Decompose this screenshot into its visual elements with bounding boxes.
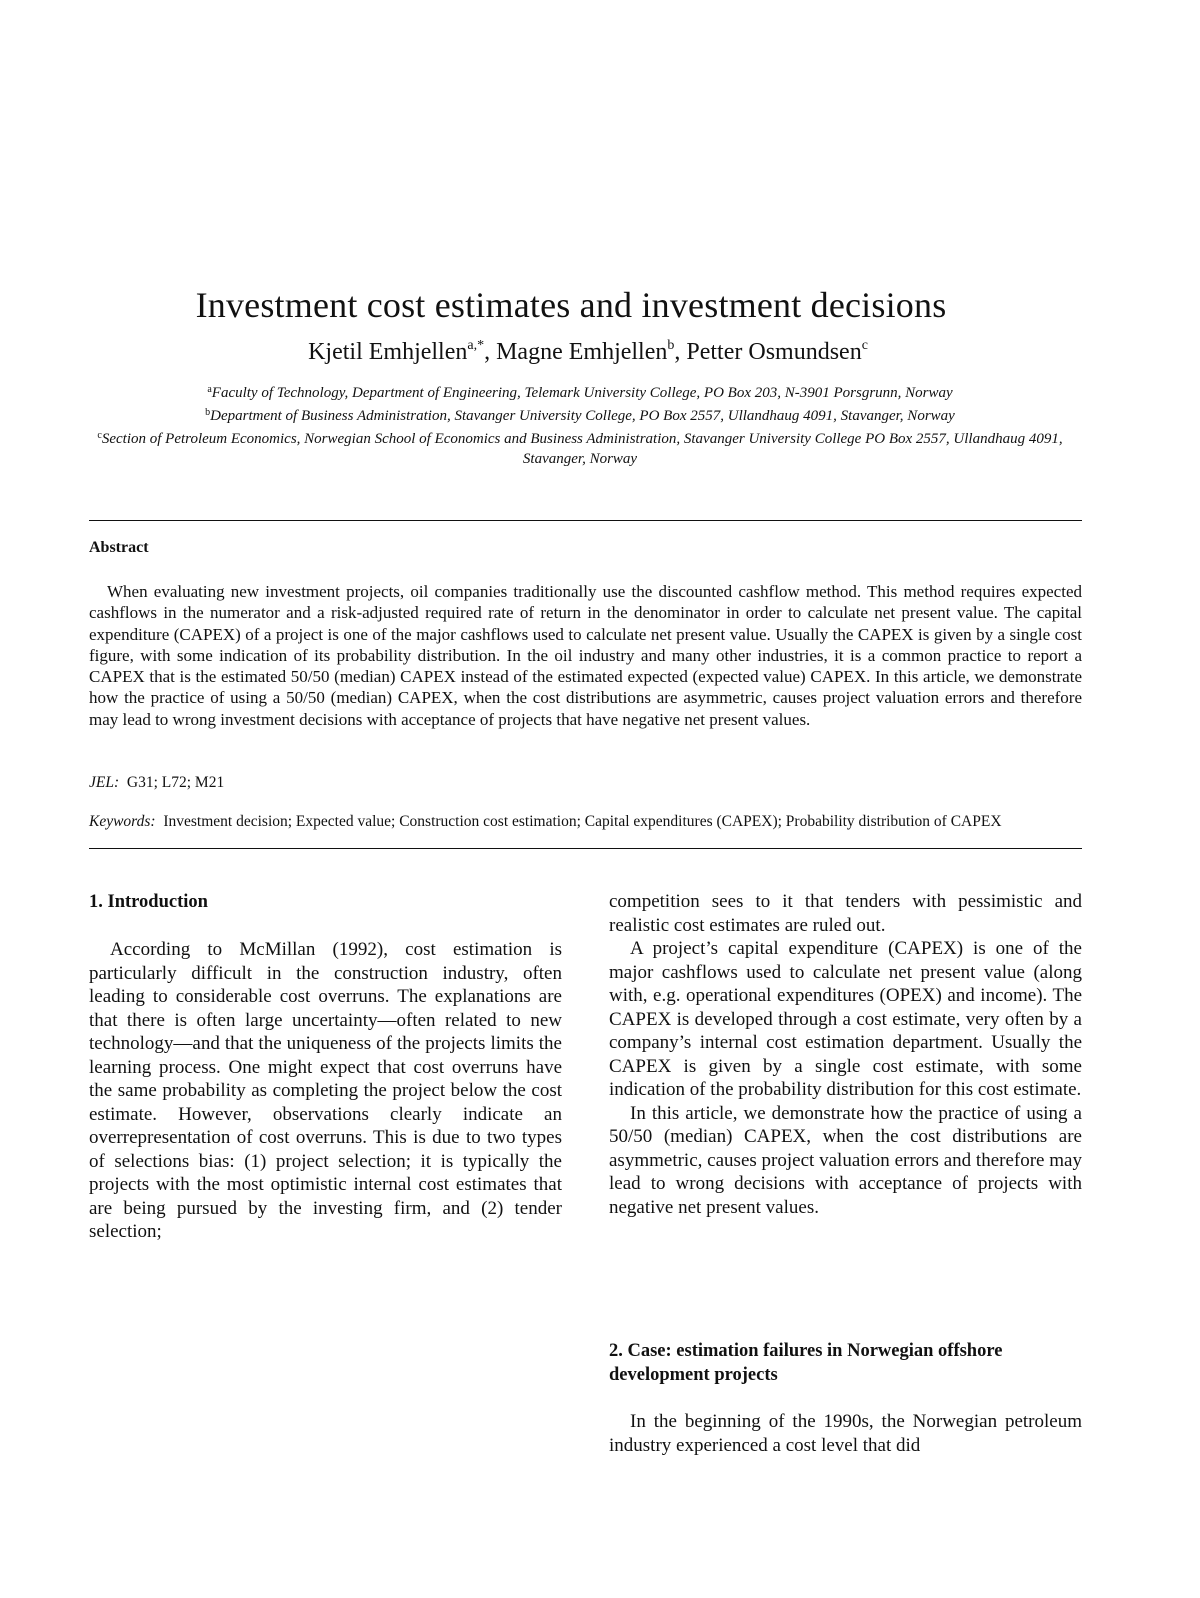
affiliation-list: [80, 380, 1080, 469]
author-affiliation-mark: b: [667, 338, 675, 353]
body-paragraph: competition sees to it that tenders with pessimistic and realistic cost estimates are ruled out.: [609, 891, 1082, 936]
left-column: [89, 938, 562, 1244]
affiliation: [80, 380, 1080, 403]
jel-label: JEL:: [89, 774, 120, 791]
abstract-heading: Abstract: [89, 539, 149, 556]
author-name: Petter Osmundsen: [686, 339, 862, 365]
author-separator: ,: [484, 339, 497, 365]
right-column: [609, 890, 1082, 1219]
keywords: [89, 813, 1089, 831]
affiliation: [80, 426, 1080, 469]
affiliation: [80, 403, 1080, 426]
author-list: [0, 338, 1176, 366]
section-heading: 1. Introduction: [89, 892, 208, 912]
section-heading: 2. Case: estimation failures in Norwegian offshore development projects: [609, 1341, 1003, 1385]
author-affiliation-mark: c: [861, 338, 868, 353]
body-paragraph: According to McMillan (1992), cost estimation is particularly difficult in the construction industry, often leading to considerable cost overruns. The explanations are that there is often large uncertainty—often related to new technology—and that the uniqueness of the projects limits the learning process. One might expect that cost overruns have the same probability as completing the project below the cost estimate. However, observations clearly indicate an overrepresentation of cost overruns. This is due to two types of selections bias: (1) project selection; it is typically the projects with the most optimistic internal cost estimates that are being pursued by the investing firm, and (2) tender selection;: [89, 939, 562, 1242]
author-name: Magne Emhjellen: [496, 339, 668, 365]
body-paragraph: In this article, we demonstrate how the practice of using a 50/50 (median) CAPEX, when the cost distributions are asymmetric, causes project valuation errors and therefore may lead to wrong decisions with acceptance of projects with negative net present values.: [609, 1102, 1082, 1218]
keywords-label: Keywords:: [89, 813, 156, 830]
abstract-text: When evaluating new investment projects, oil companies traditionally use the discounted cashflow method. This method requires expected cashflows in the numerator and a risk-adjusted required rate of return in the denominator in order to calculate net present value. The capital expenditure (CAPEX) of a project is one of the major cashflows used to calculate net present value. Usually the CAPEX is given by a single cost figure, with some indication of its probability distribution. In the oil industry and many other industries, it is a common practice to report a CAPEX that is the estimated 50/50 (median) CAPEX instead of the estimated expected (expected value) CAPEX. In this article, we demonstrate how the practice of using a 50/50 (median) CAPEX, when the cost distributions are asymmetric, causes project valuation errors and therefore may lead to wrong investment decisions with acceptance of projects that have negative net present values.: [89, 582, 1082, 729]
body-paragraph: In the beginning of the 1990s, the Norwegian petroleum industry experienced a cost level that did: [609, 1411, 1082, 1456]
author-affiliation-mark: a,*: [467, 338, 485, 353]
jel-codes: [89, 774, 224, 792]
affiliation-mark: a: [207, 384, 212, 395]
top-divider: [89, 520, 1082, 521]
paper-title: Investment cost estimates and investment decisions: [195, 285, 947, 325]
body-paragraph: A project’s capital expenditure (CAPEX) is one of the major cashflows used to calculate net present value (along with, e.g. operational expenditures (OPEX) and income). The CAPEX is developed through a cost estimate, very often by a company’s internal cost estimation department. Usually the CAPEX is given by a single cost estimate, with some indication of the probability distribution for this cost estimate.: [609, 938, 1082, 1100]
bottom-divider: [89, 848, 1082, 849]
jel-value: G31; L72; M21: [126, 774, 225, 791]
affiliation-mark: c: [97, 430, 102, 441]
affiliation-mark: b: [205, 407, 211, 418]
author-name: Kjetil Emhjellen: [308, 339, 468, 365]
affiliation-text: Department of Business Administration, Stavanger University College, PO Box 2557, Ullandhaug 4091, Stavanger, Norway: [210, 408, 955, 424]
affiliation-text: Faculty of Technology, Department of Engineering, Telemark University College, PO Box 203, N-3901 Porsgrunn, Norway: [211, 385, 953, 401]
keywords-value: Investment decision; Expected value; Construction cost estimation; Capital expenditures (CAPEX); Probability distribution of CAPEX: [163, 813, 1002, 830]
affiliation-text: Section of Petroleum Economics, Norwegian School of Economics and Business Administration, Stavanger University College PO Box 2557, Ullandhaug 4091, Stavanger, Norway: [101, 431, 1063, 467]
right-column-section2: [609, 1410, 1082, 1457]
author-separator: ,: [674, 339, 687, 365]
